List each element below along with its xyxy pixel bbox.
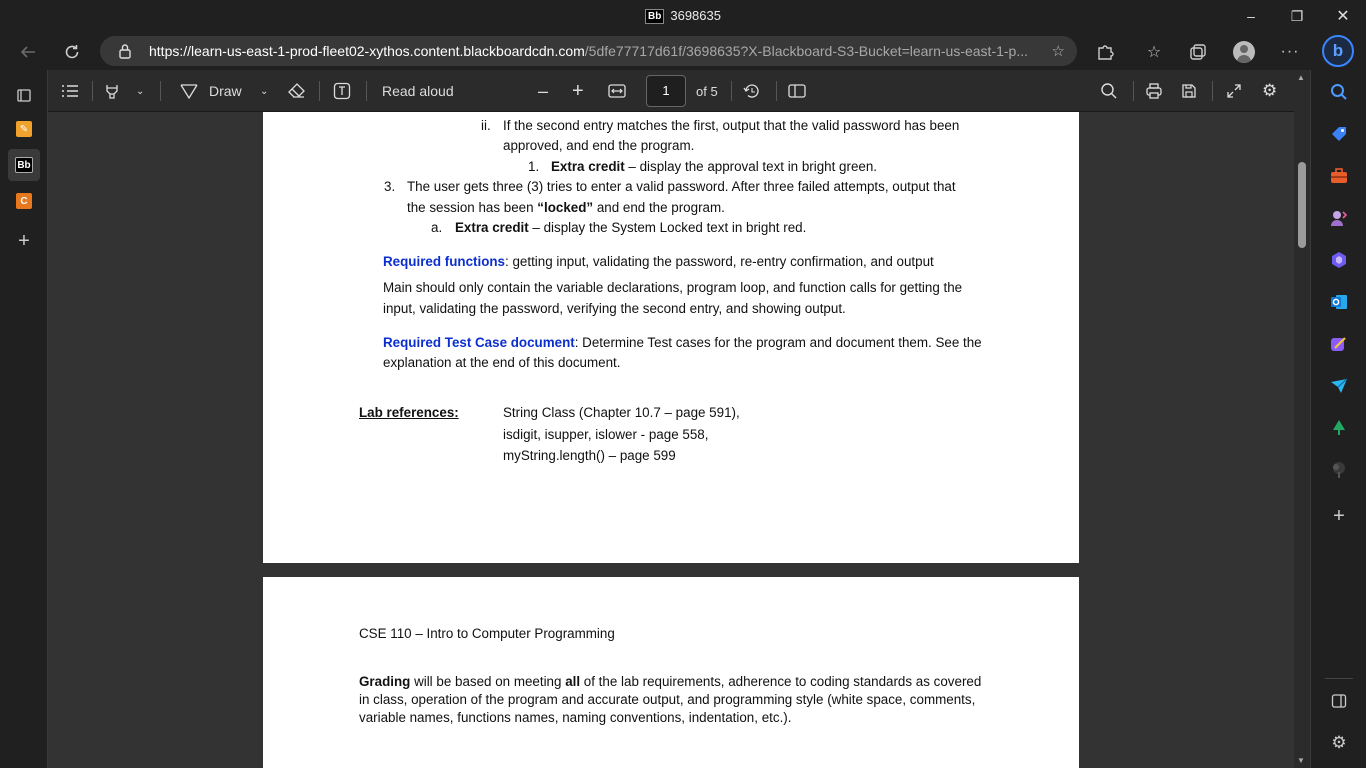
page-header: CSE 110 – Intro to Computer Programming xyxy=(359,626,615,641)
list-item-text xyxy=(407,198,725,218)
search-icon xyxy=(1100,82,1118,100)
tab-notes[interactable] xyxy=(8,113,40,145)
zoom-in-button[interactable] xyxy=(572,80,584,102)
scrollbar-thumb[interactable] xyxy=(1298,162,1306,248)
lab-reference-item: String Class (Chapter 10.7 – page 591), xyxy=(503,405,740,420)
scroll-down-icon[interactable]: ▼ xyxy=(1297,756,1305,765)
plus-icon: + xyxy=(18,229,30,252)
plus-icon: + xyxy=(572,79,584,102)
zoom-out-button[interactable] xyxy=(538,80,548,102)
search-icon xyxy=(1330,83,1348,101)
lab-reference-item: myString.length() – page 599 xyxy=(503,448,676,463)
highlight-options-button[interactable] xyxy=(136,80,144,102)
sidebar-tools-button[interactable] xyxy=(1327,164,1351,188)
add-text-button[interactable] xyxy=(333,80,351,102)
shopping-tag-icon xyxy=(1330,125,1348,143)
more-icon: ··· xyxy=(1280,43,1300,60)
required-test-paragraph xyxy=(383,333,982,353)
divider xyxy=(1133,81,1134,101)
sidebar-settings-button[interactable] xyxy=(1327,731,1351,755)
required-functions-text: : getting input, validating the password, re-entry confirmation, and output xyxy=(505,254,934,269)
tab-canvas[interactable] xyxy=(8,185,40,217)
extensions-button[interactable] xyxy=(1090,38,1120,66)
tools-icon xyxy=(1330,167,1348,185)
divider xyxy=(776,81,777,101)
canvas-tab-icon: C xyxy=(16,193,32,209)
list-item-text: approved, and end the program. xyxy=(503,138,695,153)
window-title-text: 3698635 xyxy=(670,8,721,23)
url-rest: /5dfe77717d61f/3698635?X-Blackboard-S3-Bucket=learn-us-east-1-p... xyxy=(584,43,1029,59)
text-span: the session has been xyxy=(407,200,538,215)
extra-credit-text: – display the approval text in bright green. xyxy=(624,159,878,174)
send-icon xyxy=(1330,377,1348,395)
erase-button[interactable] xyxy=(288,80,306,102)
url-text[interactable] xyxy=(149,43,1039,59)
sidebar-toggle-icon xyxy=(1331,693,1347,709)
all-text: all xyxy=(565,674,581,689)
paragraph-line: Main should only contain the variable declarations, program loop, and function calls for getting the xyxy=(383,280,963,295)
avatar xyxy=(1233,41,1255,63)
chevron-down-icon: ⌄ xyxy=(136,85,145,97)
designer-icon xyxy=(1330,335,1348,353)
sidebar-send-button[interactable] xyxy=(1327,374,1351,398)
draw-pen-icon xyxy=(180,83,198,99)
games-icon xyxy=(1330,209,1348,227)
outlook-icon xyxy=(1330,293,1348,311)
paragraph-line: variable names, functions names, naming conventions, indentation, etc.). xyxy=(359,710,792,725)
gear-icon: ⚙ xyxy=(1262,81,1278,100)
collections-icon xyxy=(1189,43,1207,61)
paragraph-line: in class, operation of the program and accurate output, and programming style (white space, comments, xyxy=(359,692,976,707)
fit-width-icon xyxy=(608,84,626,98)
fullscreen-button[interactable] xyxy=(1226,80,1242,102)
lock-icon[interactable] xyxy=(118,43,132,59)
gear-icon: ⚙ xyxy=(1331,733,1347,752)
lab-references-label: Lab references: xyxy=(359,405,459,420)
bing-icon: b xyxy=(1332,41,1344,60)
bing-copilot-button[interactable] xyxy=(1322,35,1354,67)
title-bar xyxy=(0,0,1366,32)
list-number: 3. xyxy=(384,179,396,194)
required-test-label: Required Test Case document xyxy=(383,335,575,350)
address-bar[interactable] xyxy=(100,36,1077,66)
add-favorite-icon[interactable]: ☆ xyxy=(1051,43,1065,60)
favorites-button[interactable] xyxy=(1139,38,1169,66)
tree-icon xyxy=(1330,419,1348,437)
rotate-button[interactable] xyxy=(743,80,761,102)
extra-credit-label: Extra credit xyxy=(455,220,529,235)
refresh-icon xyxy=(63,43,81,61)
table-of-contents-button[interactable] xyxy=(61,80,79,102)
minimize-button[interactable]: – xyxy=(1247,8,1255,24)
page-view-button[interactable] xyxy=(788,80,806,102)
profile-button[interactable] xyxy=(1229,38,1259,66)
address-row xyxy=(0,32,1366,70)
print-button[interactable] xyxy=(1145,80,1163,102)
back-button[interactable] xyxy=(14,38,42,66)
contents-list-icon xyxy=(61,84,79,98)
print-icon xyxy=(1145,82,1163,100)
collections-button[interactable] xyxy=(1183,38,1213,66)
chevron-down-icon: ⌄ xyxy=(260,85,269,97)
scroll-up-icon[interactable]: ▲ xyxy=(1297,73,1305,82)
required-functions-paragraph xyxy=(383,252,934,272)
list-number: 1. xyxy=(528,159,540,174)
list-number: a. xyxy=(431,220,443,235)
sidebar-dark-tree-button[interactable] xyxy=(1327,458,1351,482)
divider xyxy=(319,81,320,101)
required-functions-label: Required functions xyxy=(383,254,506,269)
window-title xyxy=(0,8,1366,24)
restore-button[interactable]: ❐ xyxy=(1290,7,1304,24)
pdf-scrollbar[interactable] xyxy=(1294,70,1310,768)
divider xyxy=(366,81,367,101)
text-box-icon xyxy=(333,82,351,100)
tabs-icon xyxy=(16,87,32,103)
sidebar-add-button[interactable] xyxy=(1327,504,1351,528)
back-arrow-icon xyxy=(19,43,37,61)
page-view-icon xyxy=(788,83,806,99)
text-span: of the lab requirements, adherence to coding standards as covered xyxy=(580,674,982,689)
grading-paragraph xyxy=(359,672,981,692)
divider xyxy=(731,81,732,101)
pdf-settings-button[interactable] xyxy=(1262,80,1277,102)
sidebar-tree-button[interactable] xyxy=(1327,416,1351,440)
paragraph-line: input, validating the password, verifying the second entry, and showing output. xyxy=(383,301,846,316)
refresh-button[interactable] xyxy=(58,38,86,66)
notes-icon: ✎ xyxy=(16,121,32,137)
plus-icon: + xyxy=(1333,504,1345,527)
locked-text: “locked” xyxy=(537,200,594,215)
tab-actions-button[interactable] xyxy=(8,79,40,111)
text-span: and end the program. xyxy=(593,200,725,215)
list-item-text xyxy=(551,157,877,177)
list-item-text xyxy=(455,218,806,238)
page-total: of 5 xyxy=(696,83,718,99)
divider xyxy=(160,81,161,101)
save-icon xyxy=(1181,83,1197,99)
copilot-icon xyxy=(1330,251,1348,269)
save-button[interactable] xyxy=(1181,80,1197,102)
hide-sidebar-button[interactable] xyxy=(1327,689,1351,713)
vertical-tabs-sidebar xyxy=(0,70,48,768)
pdf-viewer[interactable] xyxy=(48,112,1294,768)
draw-label: Draw xyxy=(209,83,242,99)
read-aloud-button[interactable]: Read aloud xyxy=(382,83,454,99)
blackboard-badge-icon: Bb xyxy=(645,9,664,24)
list-item-text: The user gets three (3) tries to enter a valid password. After three failed attempts, output that xyxy=(407,179,956,194)
minus-icon: – xyxy=(538,80,549,101)
required-test-text: : Determine Test cases for the program and document them. See the xyxy=(574,335,982,350)
lab-reference-item: isdigit, isupper, islower - page 558, xyxy=(503,427,709,442)
tab-blackboard[interactable] xyxy=(8,149,40,181)
edge-sidebar xyxy=(1310,70,1366,768)
draw-options-button[interactable] xyxy=(260,80,268,102)
sidebar-search-button[interactable] xyxy=(1327,80,1351,104)
new-tab-button[interactable] xyxy=(8,225,40,257)
settings-more-button[interactable] xyxy=(1275,38,1305,66)
rotate-icon xyxy=(743,82,761,100)
close-button[interactable]: ✕ xyxy=(1336,8,1350,25)
draw-button[interactable] xyxy=(180,80,242,102)
url-host: https://learn-us-east-1-prod-fleet02-xythos.content.blackboardcdn.com xyxy=(149,43,585,59)
pdf-page-1 xyxy=(263,112,1079,563)
puzzle-icon xyxy=(1096,43,1114,61)
extra-credit-text: – display the System Locked text in bright red. xyxy=(528,220,807,235)
favorites-star-icon: ☆ xyxy=(1146,44,1162,61)
eraser-icon xyxy=(288,83,306,99)
sidebar-outlook-button[interactable] xyxy=(1327,290,1351,314)
blackboard-tab-icon: Bb xyxy=(15,157,33,173)
sidebar-games-button[interactable] xyxy=(1327,206,1351,230)
list-item-text: If the second entry matches the first, output that the valid password has been xyxy=(503,118,960,133)
divider xyxy=(92,81,93,101)
page-number-input[interactable]: 1 xyxy=(646,75,686,107)
text-span: will be based on meeting xyxy=(410,674,566,689)
sidebar-copilot-button[interactable] xyxy=(1327,248,1351,272)
highlight-button[interactable] xyxy=(104,80,120,102)
find-button[interactable] xyxy=(1100,80,1118,102)
pdf-toolbar xyxy=(48,70,1294,112)
sidebar-shopping-button[interactable] xyxy=(1327,122,1351,146)
divider xyxy=(1212,81,1213,101)
expand-icon xyxy=(1226,83,1242,99)
list-number: ii. xyxy=(481,118,491,133)
pdf-page-2 xyxy=(263,577,1079,768)
divider xyxy=(1325,678,1353,679)
sidebar-designer-button[interactable] xyxy=(1327,332,1351,356)
extra-credit-label: Extra credit xyxy=(551,159,625,174)
highlighter-icon xyxy=(104,83,120,99)
fit-to-width-button[interactable] xyxy=(608,80,626,102)
grading-label: Grading xyxy=(359,674,411,689)
dark-tree-icon xyxy=(1330,461,1348,479)
paragraph-line: explanation at the end of this document. xyxy=(383,355,621,370)
